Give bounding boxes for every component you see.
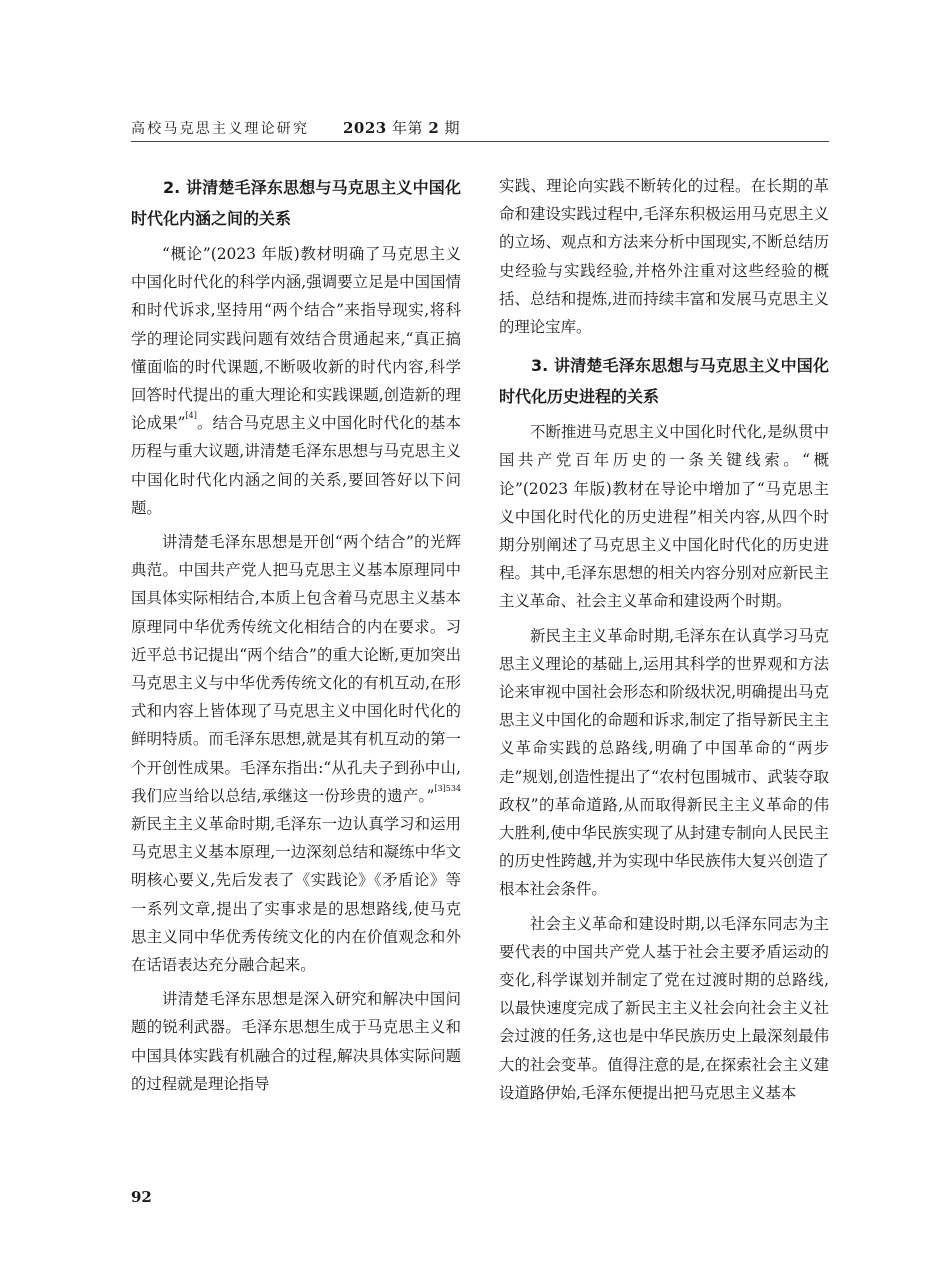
paragraph-2-text-a: 讲清楚毛泽东思想是开创“两个结合”的光辉典范。中国共产党人把马克思主义基本原理同中国具体实际相结合,本质上包含着马克思主义基本原理同中华优秀传统文化相结合的内在要求。习近平总书记提出“两个结合”的重大论断,更加突出马克思主义与中华优秀传统文化的有机互动,在形式和内容上皆体现了马克思主义中国化时代化的鲜明特质。而毛泽东思想,就是其有机互动的第一个开创性成果。毛泽东指出:“从孔夫子到孙中山,我们应当给以总结,承继这一份珍贵的遗产。”: [131, 533, 461, 805]
citation-3: [3]534: [434, 783, 461, 793]
right-column: [499, 172, 829, 1107]
paragraph-2-text-b: 新民主主义革命时期,毛泽东一边认真学习和运用马克思主义基本原理,一边深刻总结和凝练中华文明核心要义,先后发表了《实践论》《矛盾论》等一系列文章,提出了实事求是的思想路线,使马克思主义同中华优秀传统文化的内在价值观念和外在话语表达充分融合起来。: [131, 815, 461, 975]
paragraph-5: 新民主主义革命时期,毛泽东在认真学习马克思主义理论的基础上,运用其科学的世界观和方法论来审视中国社会形态和阶级状况,明确提出马克思主义中国化的命题和诉求,制定了指导新民主主义革命实践的总路线,明确了中国革命的“两步走”规划,创造性提出了“农村包围城市、武装夺取政权”的革命道路,从而取得新民主主义革命的伟大胜利,使中华民族实现了从封建专制向人民民主的历史性跨越,并为实现中华民族伟大复兴创造了根本社会条件。: [499, 626, 829, 899]
paragraph-2: [131, 528, 461, 979]
issue-number: 2: [428, 119, 440, 137]
paragraph-1-text-a: “概论”(2023 年版)教材明确了马克思主义中国化时代化的科学内涵,强调要立足是中国国情和时代诉求,坚持用“两个结合”来指导现实,将科学的理论同实践问题有效结合贯通起来,“真正搞懂面临的时代课题,不断吸收新的时代内容,科学回答时代提出的重大理论和实践课题,创造新的理论成果”: [131, 245, 461, 433]
paragraph-1: [131, 240, 461, 522]
left-column: [131, 172, 461, 1098]
issue-year-suffix: 年第: [392, 119, 424, 137]
issue-info: [343, 117, 460, 138]
section-2-heading: 2. 讲清楚毛泽东思想与马克思主义中国化时代化内涵之间的关系: [131, 178, 461, 228]
header-rule: [131, 141, 829, 142]
journal-name: 高校马克思主义理论研究: [131, 121, 310, 137]
paragraph-1-text-b: 。结合马克思主义中国化时代化的基本历程与重大议题,讲清楚毛泽东思想与马克思主义中国化时代化内涵之间的关系,要回答好以下问题。: [131, 414, 461, 517]
paragraph-3: 讲清楚毛泽东思想是深入研究和解决中国问题的锐利武器。毛泽东思想生成于马克思主义和中国具体实践有机融合的过程,解决具体实际问题的过程就是理论指导: [131, 990, 461, 1093]
paragraph-4: 不断推进马克思主义中国化时代化,是纵贯中国共产党百年历史的一条关键线索。“概论”(2023 年版)教材在导论中增加了“马克思主义中国化时代化的历史进程”相关内容,从四个时期分别阐述了马克思主义中国化时代化的历史进程。其中,毛泽东思想的相关内容分别对应新民主主义革命、社会主义革命和建设两个时期。: [499, 423, 829, 611]
section-3-heading: 3. 讲清楚毛泽东思想与马克思主义中国化时代化历史进程的关系: [499, 356, 829, 407]
issue-year: 2023: [343, 119, 387, 137]
paragraph-3-continued: 实践、理论向实践不断转化的过程。在长期的革命和建设实践过程中,毛泽东积极运用马克思主义的立场、观点和方法来分析中国现实,不断总结历史经验与实践经验,并格外注重对这些经验的概括、总结和提炼,进而持续丰富和发展马克思主义的理论宝库。: [499, 177, 829, 337]
citation-4: [4]: [185, 411, 197, 421]
issue-suffix: 期: [444, 119, 461, 137]
paragraph-6: 社会主义革命和建设时期,以毛泽东同志为主要代表的中国共产党人基于社会主要矛盾运动的变化,科学谋划并制定了党在过渡时期的总路线,以最快速度完成了新民主主义社会向社会主义社会过渡的任务,这也是中华民族历史上最深刻最伟大的社会变革。值得注意的是,在探索社会主义建设道路伊始,毛泽东便提出把马克思主义基本: [499, 914, 829, 1102]
page-number: 92: [131, 1188, 152, 1206]
